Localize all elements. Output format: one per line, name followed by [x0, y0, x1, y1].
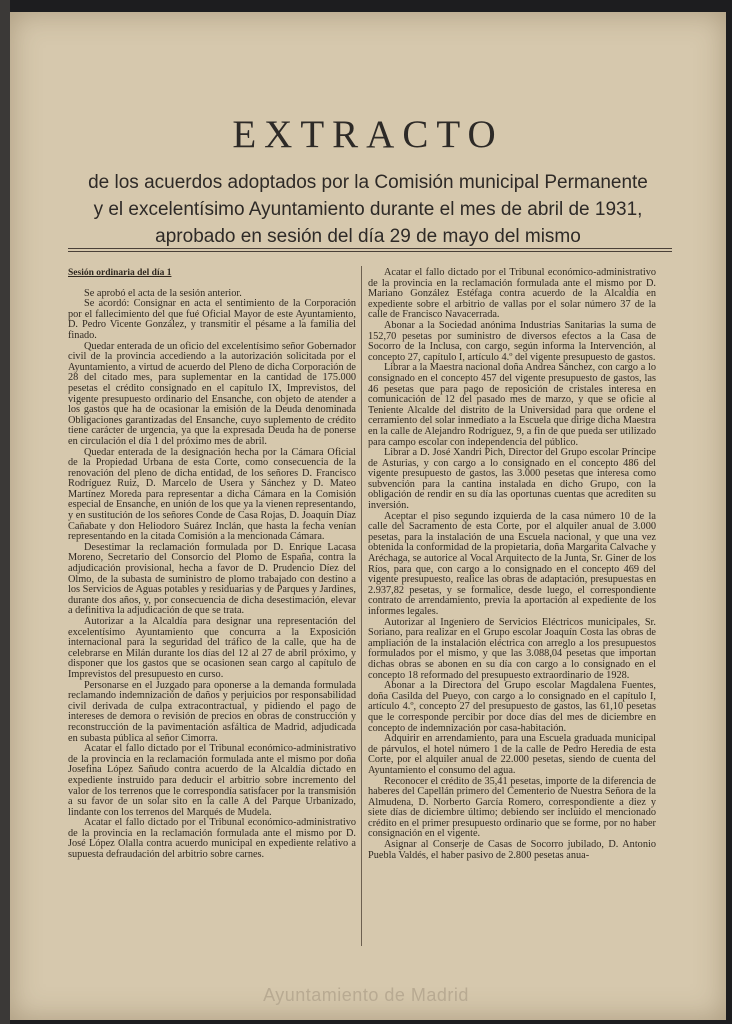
paragraph: Adquirir en arrendamiento, para una Escuela graduada municipal de párvulos, el hotel número 1 de la calle de Pedro Heredia de esta Corte, por el alquiler anual de 22.000 pesetas, siendo de cuenta del Ayuntamiento el consumo del agua. — [368, 733, 656, 776]
paragraph: Acatar el fallo dictado por el Tribunal económico-administrativo de la provincia en la reclamación formulada ante el mismo por doña Josefina López Sañudo contra acuerdo de la Alcaldía dictado en expediente instruido para deducir el arbitrio sobre incremento del valor de los terrenos que le correspondía satisfacer por la transmisión a su favor de un solar sito en la calle A del Parque Urbanizado, lindante con los terrenos del Marqués de Mudela. — [68, 743, 356, 818]
watermark: Ayuntamiento de Madrid — [263, 985, 469, 1005]
document-page — [10, 12, 726, 1020]
paragraph: Librar a D. José Xandri Pich, Director del Grupo escolar Príncipe de Asturias, y con cargo a lo consignado en el concepto 486 del vigente presupuesto de gastos, las 3.000 pesetas que interesa como subvención para la cantina instalada en dicho Grupo, con la obligación de rendir en su día las oportunas cuentas que acrediten su inversión. — [368, 447, 656, 512]
paragraph: Abonar a la Directora del Grupo escolar Magdalena Fuentes, doña Casilda del Pueyo, con cargo a lo consignado en el capítulo I, artículo 4.º, concepto 27 del presupuesto de gastos, las 61,10 pesetas que le corresponde percibir por doce días del mes de diciembre en concepto de indemnización por casa-habitación. — [368, 680, 656, 734]
title-rule — [68, 248, 672, 249]
paragraph: Autorizar a la Alcaldía para designar una representación del excelentísimo Ayuntamiento que concurra a la Exposición internacional para la seguridad del tráfico de la calle, que ha de celebrarse en Milán durante los días del 12 al 27 de abril próximo, y disponer que los gastos que se ocasionen sean cargo al capítulo de Imprevistos del presupuesto en curso. — [68, 616, 356, 680]
subtitle-line-1: de los acuerdos adoptados por la Comisión municipal Permanente — [88, 172, 648, 193]
subtitle-line-3: aprobado en sesión del día 29 de mayo del mismo — [155, 226, 581, 247]
title-rule-double — [68, 251, 672, 252]
paragraph: Reconocer el crédito de 35,41 pesetas, importe de la diferencia de haberes del Capellán primero del Cementerio de Nuestra Señora de la Almudena, D. Norberto García Romero, correspondiente a diez y siete días de diciembre último; debiendo ser incluido el mencionado crédito en el primer presupuesto ordinario que se forme, por no haber consignación en el vigente. — [368, 775, 656, 840]
left-column — [68, 268, 356, 861]
paragraph: Quedar enterada de la designación hecha por la Cámara Oficial de la Propiedad Urbana de esta Corte, como consecuencia de la renovación del pleno de dicha entidad, de los señores D. Francisco Rodríguez Ruiz, D. Marcelo de Usera y Sánchez y D. Mateo Martínez Moreda para representar a dicha Cámara en la Comisión especial de Ensanche, en unión de los que ya la vienen representando, y en sustitución de los señores Conde de Casa Rojas, D. Joaquín Díaz Cañabate y don Heliodoro Suárez Inclán, que hasta la fecha venían representando en la citada Comisión a la mencionada Cámara. — [68, 446, 356, 543]
paragraph: Se acordó: Consignar en acta el sentimiento de la Corporación por el fallecimiento del que fué Oficial Mayor de este Ayuntamiento, D. Pedro Vicente González, y transmitir el pésame a la familia del finado. — [68, 298, 356, 341]
paragraph: Librar a la Maestra nacional doña Andrea Sánchez, con cargo a lo consignado en el concepto 457 del vigente presupuesto de gastos, las 46 pesetas que para pago de reposición de cristales interesa en comunicación de 12 del pasado mes de marzo, y que se oficie al Teniente Alcalde del distrito de la Universidad para que ordene el cerramiento del solar inmediato a la Escuela que dirige dicha Maestra en la calle de Alejandro Rodríguez, 9, a fin de que pueda ser utilizado para campo escolar con independencia del público. — [368, 362, 656, 448]
paragraph: Abonar a la Sociedad anónima Industrias Sanitarias la suma de 152,70 pesetas por suministro de diversos efectos a la Casa de Socorro de la Inclusa, con cargo, según informa la Intervención, al concepto 27, capítulo I, artículo 4.º del vigente presupuesto de gastos. — [368, 319, 656, 363]
right-column — [368, 268, 656, 861]
scan-edge — [0, 0, 10, 1024]
paragraph: Acatar el fallo dictado por el Tribunal económico-administrativo de la provincia en la reclamación formulada ante el mismo por D. Mariano González Estéfaga contra acuerdo de la Alcaldía en expediente sobre el arbitrio de vallas por el solar número 37 de la calle de Francisco Navacerrada. — [368, 267, 656, 321]
document-title: EXTRACTO — [232, 113, 504, 156]
paragraph: Asignar al Conserje de Casas de Socorro jubilado, D. Antonio Puebla Valdés, el haber pasivo de 2.800 pesetas anua- — [368, 839, 656, 861]
paragraph: Acatar el fallo dictado por el Tribunal económico-administrativo de la provincia en la reclamación formulada ante el mismo por D. José López Olalla contra acuerdo municipal en expediente relativo a supuesta defraudación del arbitrio sobre carnes. — [68, 817, 356, 861]
subtitle-line-2: y el excelentísimo Ayuntamiento durante el mes de abril de 1931, — [93, 199, 643, 220]
paragraph: Aceptar el piso segundo izquierda de la casa número 10 de la calle del Sacramento de esta Corte, por el alquiler anual de 3.000 pesetas, para la instalación de una Escuela nacional, y que una vez obtenida la conformidad de la propietaria, doña Margarita Calvache y Aréchaga, se autorice al Vocal Arquitecto de la Junta, Sr. Giner de los Ríos, para que, con cargo a lo consignado en el concepto 469 del vigente presupuesto, realice las obras de adaptación, presupuestas en 2.937,82 pesetas, y se formalice, desde luego, el correspondiente contrato de arrendamiento, previa la aportación al expediente de los informes legales. — [368, 510, 656, 617]
paragraph: Quedar enterada de un oficio del excelentísimo señor Gobernador civil de la provincia accediendo a la autorización solicitada por el Ayuntamiento, a virtud de acuerdo del Pleno de dicha Corporación de 28 del citado mes, para suplementar en la cantidad de 175.000 pesetas el crédito consignado en el capítulo IX, Imprevistos, del vigente presupuesto ordinario del Ensanche, con objeto de atender a los gastos que ha de ocasionar la emisión de la Deuda denominada Obligaciones garantizadas del Ensanche, cuyo suplemento de crédito tiene carácter de urgencia, ya que la expresada Deuda ha de ponerse en circulación el día 1 del próximo mes de abril. — [68, 340, 356, 447]
paragraph: Se aprobó el acta de la sesión anterior. — [84, 287, 242, 299]
paragraph: Desestimar la reclamación formulada por D. Enrique Lacasa Moreno, Secretario del Consorcio del Plomo de España, contra la adjudicación provisional, hecha a favor de D. Prudencio Díez del Olmo, de la subasta de suministro de plomo trabajado con destino a los Servicios de Aguas potables y residuarias y de Parques y Jardines, durante dos años, y, por consecuencia de dicha desestimación, elevar a definitiva la adjudicación de que se trata. — [68, 541, 356, 617]
paragraph: Autorizar al Ingeniero de Servicios Eléctricos municipales, Sr. Soriano, para realizar en el Grupo escolar Joaquín Costa las obras de ampliación de la instalación eléctrica con arreglo a los presupuestos formulados por el mismo, y que las 3.088,04 pesetas que importan dichas obras se abonen en su día con cargo a lo consignado en el concepto 18 reformado del presupuesto extraordinario de 1928. — [368, 616, 656, 681]
section-heading: Sesión ordinaria del día 1 — [68, 268, 172, 278]
column-divider — [361, 266, 362, 946]
paragraph: Personarse en el Juzgado para oponerse a la demanda formulada reclamando indemnización de daños y perjuicios por responsabilidad civil derivada de culpa extracontractual, y pidiendo el pago de intereses de demora o revisión de precios en obras de construcción y reconstrucción de la pavimentación asfáltica de Madrid, adjudicada en subasta pública al señor Cimorra. — [68, 679, 356, 744]
